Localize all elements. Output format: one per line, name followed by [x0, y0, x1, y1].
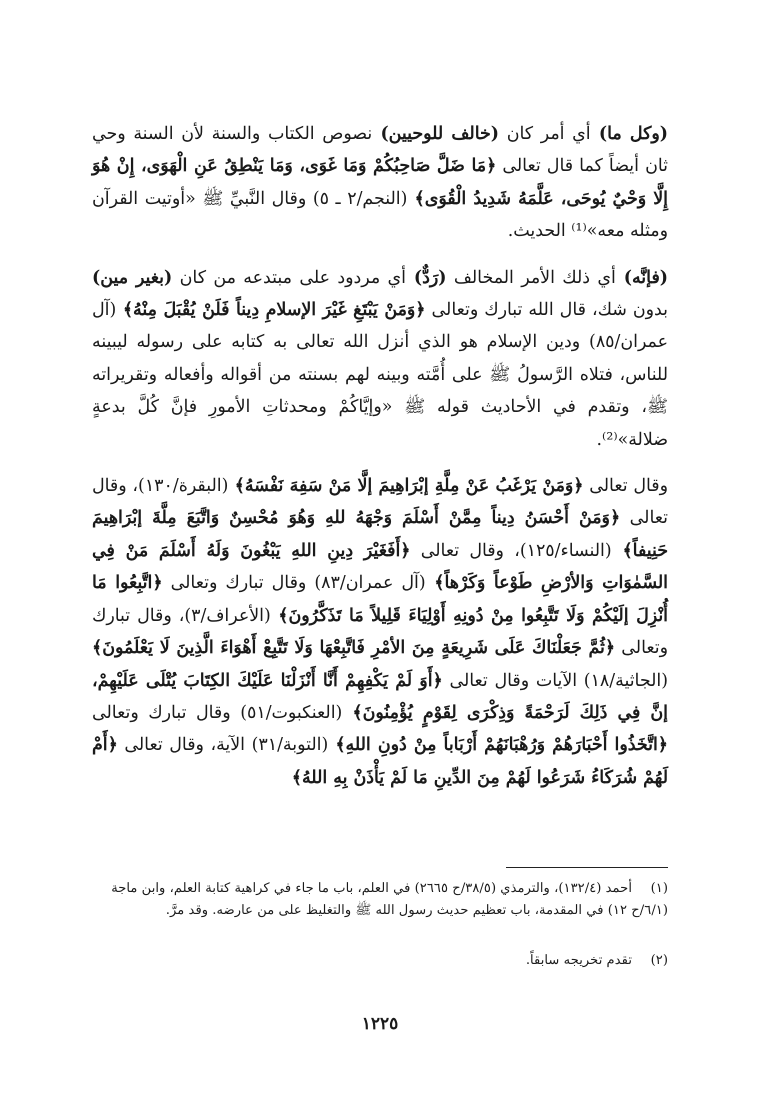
quran-verse: ﴿اتَّبِعُوا مَا أُنْزِلَ إلَيْكُمْ وَلَا تَتَّبِعُوا مِنْ دُونِهِ أَوْلِيَاءَ قَلِيلاً مَا تَذَكَّرُونَ﴾	[92, 573, 668, 626]
quran-verse: ﴿مَا ضَلَّ صَاحِبُكُمْ وَمَا غَوَى، وَمَا يَنْطِقُ عَنِ الْهَوَى، إِنْ هُوَ إِلَّا وَحْيٌ يُوحَى، عَلَّمَهُ شَدِيدُ الْقُوَى﴾	[92, 156, 669, 209]
text-run: أي ذلك الأمر المخالف	[446, 267, 616, 288]
text-run: (التوبة/٣١) الآية، وقال تعالى	[117, 735, 329, 756]
quran-verse: ﴿ثُمَّ جَعَلْنَاكَ عَلَى شَرِيعَةٍ مِنَ الأمْرِ فَاتَّبِعْهَا وَلَا تَتَّبِعْ أَهْوَاءَ الَّذِينَ لَا يَعْلَمُونَ﴾	[92, 638, 616, 659]
quran-verse: ﴿أَمْ لَهُمْ شُرَكَاءُ شَرَعُوا لَهُمْ مِنَ الدِّينِ مَا لَمْ يَأْذَنْ بِهِ اللهُ﴾	[92, 735, 668, 788]
text-run: (البقرة/١٣٠)، وقال تعالى	[92, 476, 668, 529]
footnote-text: أحمد (١٣٢/٤)، والترمذي (٣٨/٥/ح ٢٦٦٥) في العلم، باب ما جاء في كراهية كتابة العلم، وابن ماجة (٦/١/ح ١٢) في المقدمة، باب تعظيم حديث رسول الله ﷺ والتغليظ على من عارضه. وقد مرَّ.	[111, 881, 668, 918]
footnote-number: (٢)	[650, 953, 668, 968]
paragraph-2	[92, 262, 668, 456]
footnote-number: (١)	[650, 881, 668, 896]
quran-verse: ﴿وَمَنْ يَرْغَبُ عَنْ مِلَّةِ إبْرَاهِيمَ إلَّا مَنْ سَفِهَ نَفْسَهُ﴾	[228, 476, 584, 497]
quran-verse: ﴿وَمَنْ أَحْسَنُ دِيناً مِمَّنْ أَسْلَمَ وَجْهَهُ للهِ وَهُوَ مُحْسِنٌ وَاتَّبَعَ مِلَّةَ إبْرَاهِيمَ حَنِيفاً﴾	[92, 508, 668, 561]
main-text	[92, 118, 668, 808]
quran-verse: ﴿وَمَنْ يَبْتَغِ غَيْرَ الإسلامِ دِيناً فَلَنْ يُقْبَلَ مِنْهُ﴾	[116, 300, 426, 321]
text-run: (آل عمران/٨٥) ودين الإسلام هو الذي أنزل الله تعالى به كتابه على رسوله ليبينه للناس، فتلاه الرَّسولُ ﷺ على أُمَّته وبينه لهم بسنته من أقواله وأفعاله وتقريراته ﷺ، وتقدم في الأحاديث قوله ﷺ «وإيَّاكُمْ ومحدثاتِ الأمورِ فإنَّ كُلَّ بدعةٍ ضلالة»⁽²⁾.	[92, 300, 668, 450]
footnote-divider	[506, 867, 668, 868]
text-run: أي أمر كان	[499, 124, 591, 144]
text-run: (رَدٌّ)	[405, 267, 447, 288]
quran-verse: ﴿أَوَ لَمْ يَكْفِهِمْ أَنَّا أَنْزَلْنَا عَلَيْكَ الكِتَابَ يُتْلَى عَلَيْهِمْ، إنَّ فِي ذَلِكَ لَرَحْمَةً وَذِكْرَى لِقَوْمٍ يُؤْمِنُونَ﴾	[92, 670, 669, 723]
quran-verse: ﴿أَفَغَيْرَ دِينِ اللهِ يَبْغُونَ وَلَهُ أَسْلَمَ مَنْ فِي السَّمٰوَاتِ وَالأرْضِ طَوْعاً وَكَرْهاً﴾	[92, 540, 668, 594]
text-run: (آل عمران/٨٣) وقال تبارك وتعالى	[162, 573, 426, 594]
text-run: وقال تعالى	[583, 476, 668, 497]
text-run: (فإنَّه)	[615, 267, 668, 288]
footnote-1	[92, 878, 668, 922]
text-run: (وكل ما)	[590, 124, 668, 144]
text-run: (خالف للوحيين)	[372, 124, 499, 144]
page-number: ١٢٢٥	[361, 1014, 399, 1034]
text-run: (النجم/٢ ـ ٥) وقال النَّبيِّ ﷺ «أوتيت القرآن ومثله معه»⁽¹⁾ الحديث.	[92, 188, 668, 242]
text-run: نصوص الكتاب والسنة لأن السنة وحي ثان أيضاً كما قال تعالى	[92, 124, 668, 177]
paragraph-3	[92, 470, 668, 794]
text-run: (النساء/١٢٥)، وقال تعالى	[410, 540, 612, 561]
text-run: (الجاثية/١٨) الآيات وقال تعالى	[442, 670, 668, 691]
text-run: بدون شك، قال الله تبارك وتعالى	[425, 300, 668, 321]
text-run: أي مردود على مبتدعه من كان	[172, 267, 406, 288]
text-run: (الأعراف/٣)، وقال تبارك وتعالى	[92, 605, 669, 659]
text-run: (بغير مين)	[92, 267, 173, 288]
footnote-text: تقدم تخريجه سابقاً.	[525, 953, 632, 968]
paragraph-1	[92, 118, 668, 248]
footnote-2	[92, 950, 668, 972]
text-run: (العنكبوت/٥١) وقال تبارك وتعالى	[92, 702, 343, 723]
quran-verse: ﴿اتَّخَذُوا أَحْبَارَهُمْ وَرُهْبَانَهُمْ أَرْبَاباً مِنْ دُونِ اللهِ﴾	[328, 735, 668, 756]
